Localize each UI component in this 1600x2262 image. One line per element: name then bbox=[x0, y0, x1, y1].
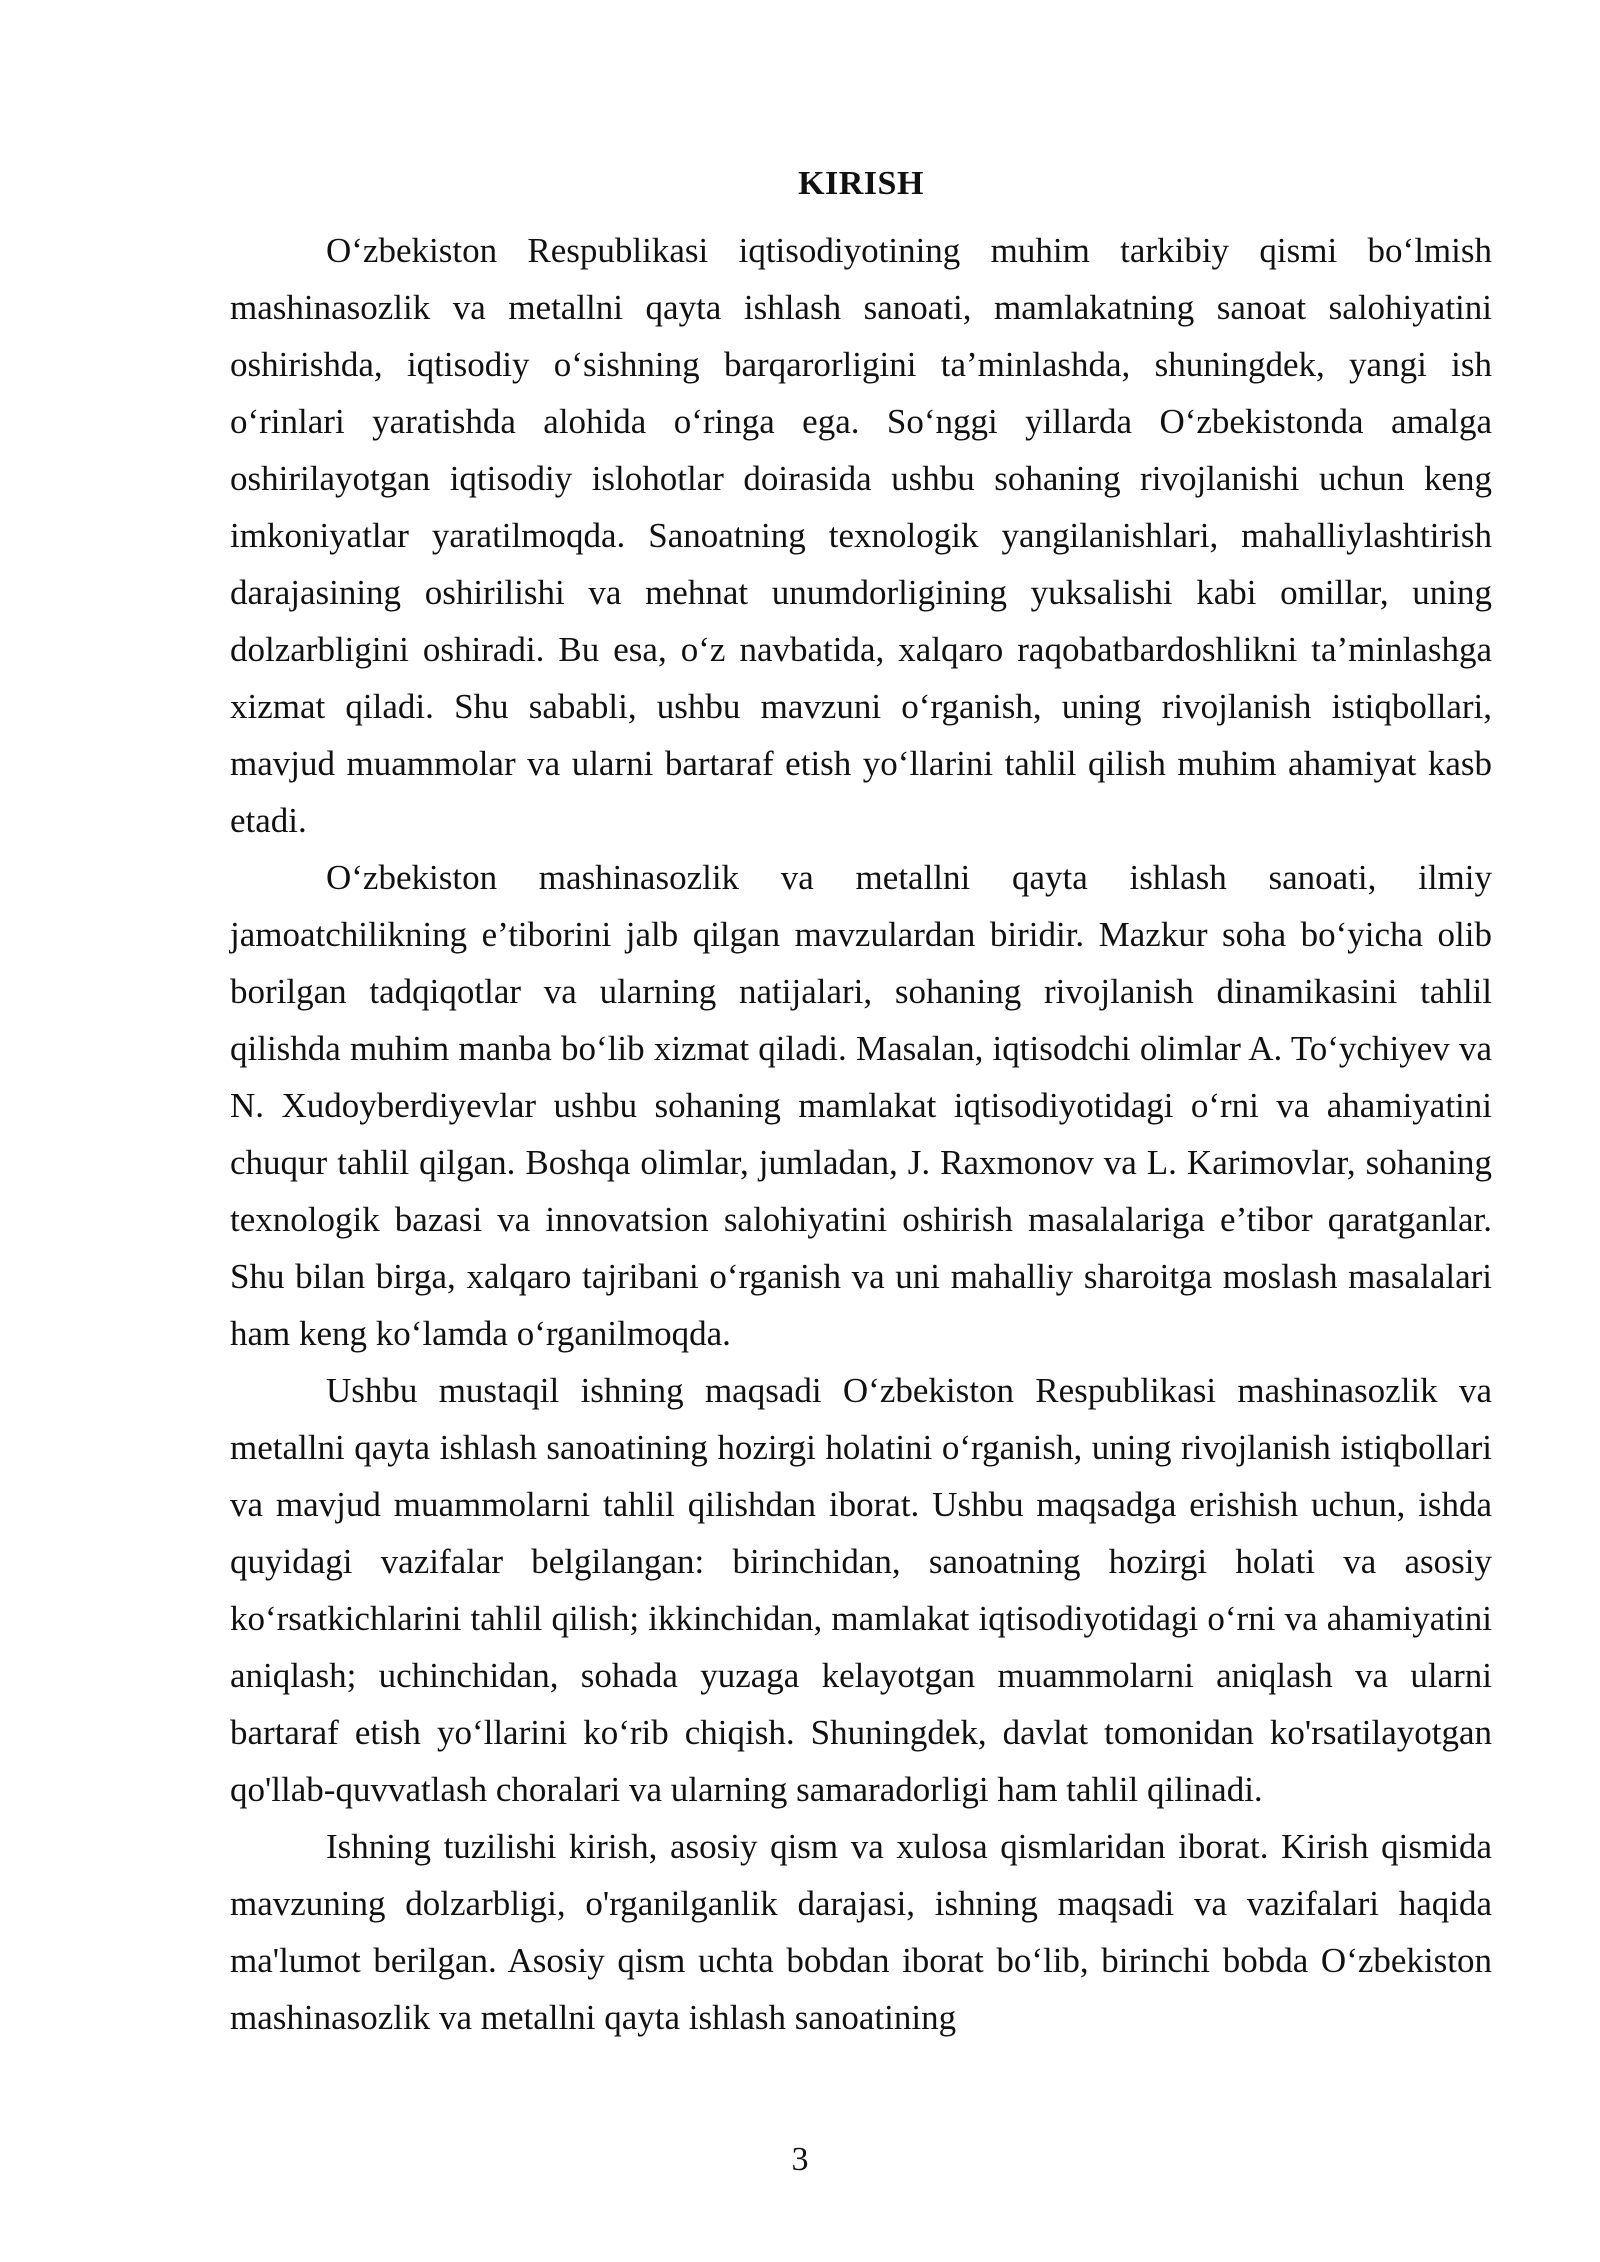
paragraph-4: Ishning tuzilishi kirish, asosiy qism va xulosa qismlaridan iborat. Kirish qismida mavzuning dolzarbligi, o'rganilganlik darajasi, ishning maqsadi va vazifalari haqida ma'lumot berilgan. Asosiy qism uchta bobdan iborat bo‘lib, birinchi bobda O‘zbekiston mashinasozlik va metallni qayta ishlash sanoatining bbox=[230, 1827, 1492, 2037]
paragraph-2: O‘zbekiston mashinasozlik va metallni qayta ishlash sanoati, ilmiy jamoatchilikning e’tiborini jalb qilgan mavzulardan biridir. Mazkur soha bo‘yicha olib borilgan tadqiqotlar va ularning natijalari, sohaning rivojlanish dinamikasini tahlil qilishda muhim manba bo‘lib xizmat qiladi. Masalan, iqtisodchi olimlar A. To‘ychiyev va N. Xudoyberdiyevlar ushbu sohaning mamlakat iqtisodiyotidagi o‘rni va ahamiyatini chuqur tahlil qilgan. Boshqa olimlar, jumladan, J. Raxmonov va L. Karimovlar, sohaning texnologik bazasi va innovatsion salohiyatini oshirish masalalariga e’tibor qaratganlar. Shu bilan birga, xalqaro tajribani o‘rganish va uni mahalliy sharoitga moslash masalalari ham keng ko‘lamda o‘rganilmoqda. bbox=[230, 858, 1492, 1353]
section-title: KIRISH bbox=[798, 165, 924, 202]
paragraph-1: O‘zbekiston Respublikasi iqtisodiyotining muhim tarkibiy qismi bo‘lmish mashinasozlik va metallni qayta ishlash sanoati, mamlakatning sanoat salohiyatini oshirishda, iqtisodiy o‘sishning barqarorligini ta’minlashda, shuningdek, yangi ish o‘rinlari yaratishda alohida o‘ringa ega. So‘nggi yillarda O‘zbekistonda amalga oshirilayotgan iqtisodiy islohotlar doirasida ushbu sohaning rivojlanishi uchun keng imkoniyatlar yaratilmoqda. Sanoatning texnologik yangilanishlari, mahalliylashtirish darajasining oshirilishi va mehnat unumdorligining yuksalishi kabi omillar, uning dolzarbligini oshiradi. Bu esa, o‘z navbatida, xalqaro raqobatbardoshlikni ta’minlashga xizmat qiladi. Shu sababli, ushbu mavzuni o‘rganish, uning rivojlanish istiqbollari, mavjud muammolar va ularni bartaraf etish yo‘llarini tahlil qilish muhim ahamiyat kasb etadi. bbox=[230, 231, 1492, 840]
paragraph-3: Ushbu mustaqil ishning maqsadi O‘zbekiston Respublikasi mashinasozlik va metallni qayta ishlash sanoatining hozirgi holatini o‘rganish, uning rivojlanish istiqbollari va mavjud muammolarni tahlil qilishdan iborat. Ushbu maqsadga erishish uchun, ishda quyidagi vazifalar belgilangan: birinchidan, sanoatning hozirgi holati va asosiy ko‘rsatkichlarini tahlil qilish; ikkinchidan, mamlakat iqtisodiyotidagi o‘rni va ahamiyatini aniqlash; uchinchidan, sohada yuzaga kelayotgan muammolarni aniqlash va ularni bartaraf etish yo‘llarini ko‘rib chiqish. Shuningdek, davlat tomonidan ko'rsatilayotgan qo'llab-quvvatlash choralari va ularning samaradorligi ham tahlil qilinadi. bbox=[230, 1371, 1492, 1809]
document-page bbox=[230, 160, 1492, 2046]
page-number: 3 bbox=[791, 2141, 809, 2178]
